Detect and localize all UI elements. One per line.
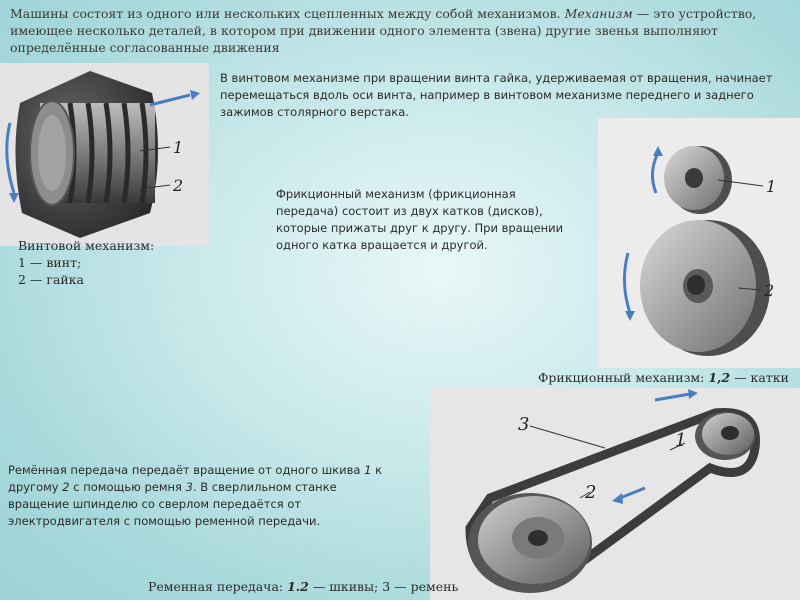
friction-mechanism-image (598, 118, 800, 368)
screw-label-1: 1 (173, 138, 184, 157)
belt-desc-c: с помощью ремня (69, 480, 186, 494)
friction-caption-prefix: Фрикционный механизм: (538, 370, 709, 385)
belt-desc-d: . В сверлильном станке вращение шпинделю со сверлом передаётся от электродвигателя с помощью ременной передачи. (8, 480, 337, 528)
belt-caption-numbers: 1.2 (287, 579, 309, 594)
belt-num1: 1 (364, 463, 372, 477)
belt-caption (148, 578, 468, 595)
belt-caption-middle: — шкивы; 3 — ремень (308, 579, 459, 594)
belt-desc-b: к другому (8, 463, 383, 494)
belt-num2: 2 (62, 480, 70, 494)
belt-desc-a: Ремённая передача передаёт вращение от одного шкива (8, 463, 365, 477)
belt-label-1: 1 (675, 430, 687, 451)
screw-caption-line1: 1 — винт; (18, 255, 82, 270)
screw-description (220, 70, 785, 121)
intro-text (10, 5, 792, 56)
friction-caption-numbers: 1,2 (708, 370, 731, 385)
screw-caption-title: Винтовой механизм: (18, 238, 155, 253)
friction-description (276, 186, 566, 254)
belt-num3: 3 (185, 480, 193, 494)
belt-drive-image (430, 388, 800, 600)
belt-description (8, 462, 383, 530)
intro-term: Механизм (564, 6, 633, 21)
friction-label-1: 1 (766, 177, 777, 196)
screw-caption-line2: 2 — гайка (18, 272, 84, 287)
friction-description-text: Фрикционный механизм (фрикционная передача) состоит из двух катков (дисков), которые прижаты друг к другу. При вращении одного катка вращается и другой. (276, 187, 564, 252)
belt-label-3: 3 (518, 414, 530, 435)
intro-part2: — это устройство, имеющее несколько деталей, в котором при движении одного элемента (звена) другие звенья выполняют определённые согласованные движения (10, 6, 757, 55)
screw-description-text: В винтовом механизме при вращении винта гайка, удерживаемая от вращения, начинает перемещаться вдоль оси винта, например в винтовом механизме переднего и заднего зажимов столярного верстака. (220, 71, 773, 119)
friction-caption (538, 369, 800, 386)
belt-label-2: 2 (585, 482, 597, 503)
screw-mechanism-image (0, 63, 209, 246)
screw-caption (18, 237, 208, 288)
belt-caption-prefix: Ременная передача: (148, 579, 288, 594)
intro-part1: Машины состоят из одного или нескольких сцепленных между собой механизмов. (10, 6, 565, 21)
screw-label-2: 2 (173, 176, 184, 195)
friction-label-2: 2 (764, 281, 775, 300)
friction-caption-suffix: — катки (730, 370, 789, 385)
